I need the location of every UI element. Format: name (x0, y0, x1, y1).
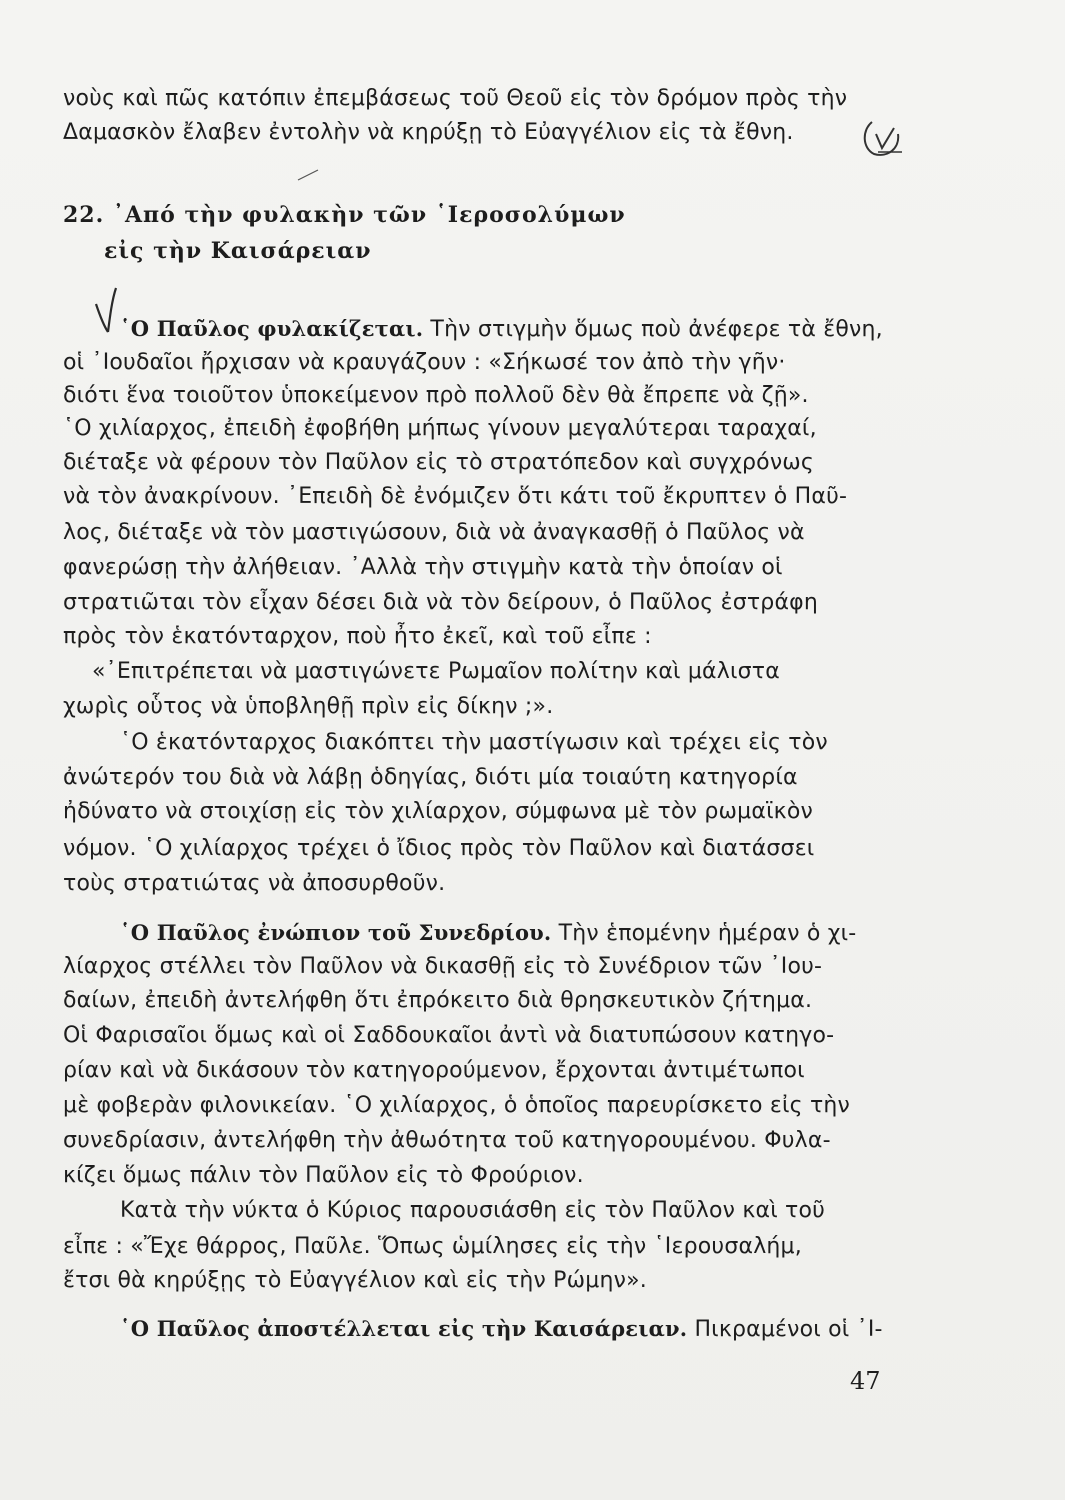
text-line: ἔτσι θὰ κηρύξῃς τὸ Εὐαγγέλιον καὶ εἰς τὴν Ρώμην». (63, 1268, 647, 1293)
text-line: ῾Ο χιλίαρχος, ἐπειδὴ ἐφοβήθη μήπως γίνουν μεγαλύτεραι ταραχαί, (63, 416, 817, 441)
paragraph-lead-title: ῾Ο Παῦλος φυλακίζεται. (120, 316, 424, 341)
section-heading-line1 (63, 200, 626, 230)
quote-line: «᾿Επιτρέπεται νὰ μαστιγώνετε Ρωμαῖον πολίτην καὶ μάλιστα (92, 659, 780, 684)
text-line: νὰ τὸν ἀνακρίνουν. ᾿Επειδὴ δὲ ἐνόμιζεν ὅτι κάτι τοῦ ἔκρυπτεν ὁ Παῦ- (63, 484, 848, 509)
text-line: ἀνώτερόν του διὰ νὰ λάβῃ ὁδηγίας, διότι μία τοιαύτη κατηγορία (63, 765, 798, 790)
text-line: φανερώσῃ τὴν ἀλήθειαν. ᾿Αλλὰ τὴν στιγμὴν κατὰ τὴν ὁποίαν οἱ (63, 555, 783, 580)
paragraph-first-line (120, 314, 883, 345)
handwritten-circle-mark-icon (858, 112, 908, 160)
section-heading-line2: εἰς τὴν Καισάρειαν (104, 238, 372, 264)
text-line: Κατὰ τὴν νύκτα ὁ Κύριος παρουσιάσθη εἰς τὸν Παῦλον καὶ τοῦ (120, 1198, 826, 1223)
section-title-part1: ᾿Από τὴν φυλακὴν τῶν ῾Ιεροσολύμων (112, 202, 626, 228)
text-line: μὲ φοβερὰν φιλονικείαν. ῾Ο χιλίαρχος, ὁ ὁποῖος παρευρίσκετο εἰς τὴν (63, 1093, 851, 1118)
text-span: Τὴν ἑπομένην ἡμέραν ὁ χι- (551, 921, 857, 946)
text-line: πρὸς τὸν ἑκατόνταρχον, ποὺ ἦτο ἐκεῖ, καὶ τοῦ εἶπε : (63, 624, 652, 649)
paragraph-first-line (120, 1314, 883, 1345)
text-line: Οἱ Φαρισαῖοι ὅμως καὶ οἱ Σαδδουκαῖοι ἀντὶ νὰ διατυπώσουν κατηγο- (63, 1023, 835, 1048)
text-line: λος, διέταξε νὰ τὸν μαστιγώσουν, διὰ νὰ ἀναγκασθῇ ὁ Παῦλος νὰ (63, 520, 805, 545)
text-line: δαίων, ἐπειδὴ ἀντελήφθη ὅτι ἐπρόκειτο διὰ θρησκευτικὸν ζήτημα. (63, 988, 813, 1013)
text-line: ῾Ο ἑκατόνταρχος διακόπτει τὴν μαστίγωσιν καὶ τρέχει εἰς τὸν (120, 730, 828, 755)
text-line: τοὺς στρατιώτας νὰ ἀποσυρθοῦν. (63, 871, 446, 896)
text-line: συνεδρίασιν, ἀντελήφθη τὴν ἀθωότητα τοῦ κατηγορουμένου. Φυλα- (63, 1128, 831, 1153)
section-number: 22. (63, 202, 105, 228)
text-span: Τὴν στιγμὴν ὅμως ποὺ ἀνέφερε τὰ ἔθνη, (423, 317, 883, 342)
text-line: ἠδύνατο νὰ στοιχίσῃ εἰς τὸν χιλίαρχον, σύμφωνα μὲ τὸν ρωμαϊκὸν (63, 799, 813, 824)
text-line: εἶπε : «Ἔχε θάρρος, Παῦλε. Ὅπως ὡμίλησες εἰς τὴν ῾Ιερουσαλήμ, (63, 1234, 802, 1259)
text-line: νόμον. ῾Ο χιλίαρχος τρέχει ὁ ἴδιος πρὸς τὸν Παῦλον καὶ διατάσσει (63, 836, 815, 861)
paragraph-lead-title: ῾Ο Παῦλος ἀποστέλλεται εἰς τὴν Καισάρειαν. (120, 1316, 688, 1341)
text-line: ρίαν καὶ νὰ δικάσουν τὸν κατηγορούμενον, ἔρχονται ἀντιμέτωποι (63, 1058, 805, 1083)
text-line: Δαμασκὸν ἔλαβεν ἐντολὴν νὰ κηρύξῃ τὸ Εὐαγγέλιον εἰς τὰ ἔθνη. (63, 120, 794, 145)
text-line: νοὺς καὶ πῶς κατόπιν ἐπεμβάσεως τοῦ Θεοῦ εἰς τὸν δρόμον πρὸς τὴν (63, 86, 848, 111)
page-number: 47 (850, 1367, 881, 1395)
text-line: κίζει ὅμως πάλιν τὸν Παῦλον εἰς τὸ Φρούριον. (63, 1163, 584, 1188)
text-line: οἱ ᾿Ιουδαῖοι ἤρχισαν νὰ κραυγάζουν : «Σήκωσέ τον ἀπὸ τὴν γῆν· (63, 350, 786, 375)
text-line: λίαρχος στέλλει τὸν Παῦλον νὰ δικασθῇ εἰς τὸ Συνέδριον τῶν ᾿Ιου- (63, 954, 823, 979)
quote-line: χωρὶς οὗτος νὰ ὑποβληθῇ πρὶν εἰς δίκην ;». (63, 694, 554, 719)
text-line: διέταξε νὰ φέρουν τὸν Παῦλον εἰς τὸ στρατόπεδον καὶ συγχρόνως (63, 450, 815, 475)
paragraph-lead-title: ῾Ο Παῦλος ἐνώπιον τοῦ Συνεδρίου. (120, 920, 552, 945)
text-span: Πικραμένοι οἱ ᾿Ι- (687, 1317, 883, 1342)
text-line: στρατιῶται τὸν εἶχαν δέσει διὰ νὰ τὸν δείρουν, ὁ Παῦλος ἐστράφη (63, 590, 819, 615)
pencil-stroke-mark-icon (296, 168, 320, 182)
text-line: διότι ἕνα τοιοῦτον ὑποκείμενον πρὸ πολλοῦ δὲν θὰ ἔπρεπε νὰ ζῇ». (63, 383, 809, 408)
paragraph-first-line (120, 918, 878, 949)
